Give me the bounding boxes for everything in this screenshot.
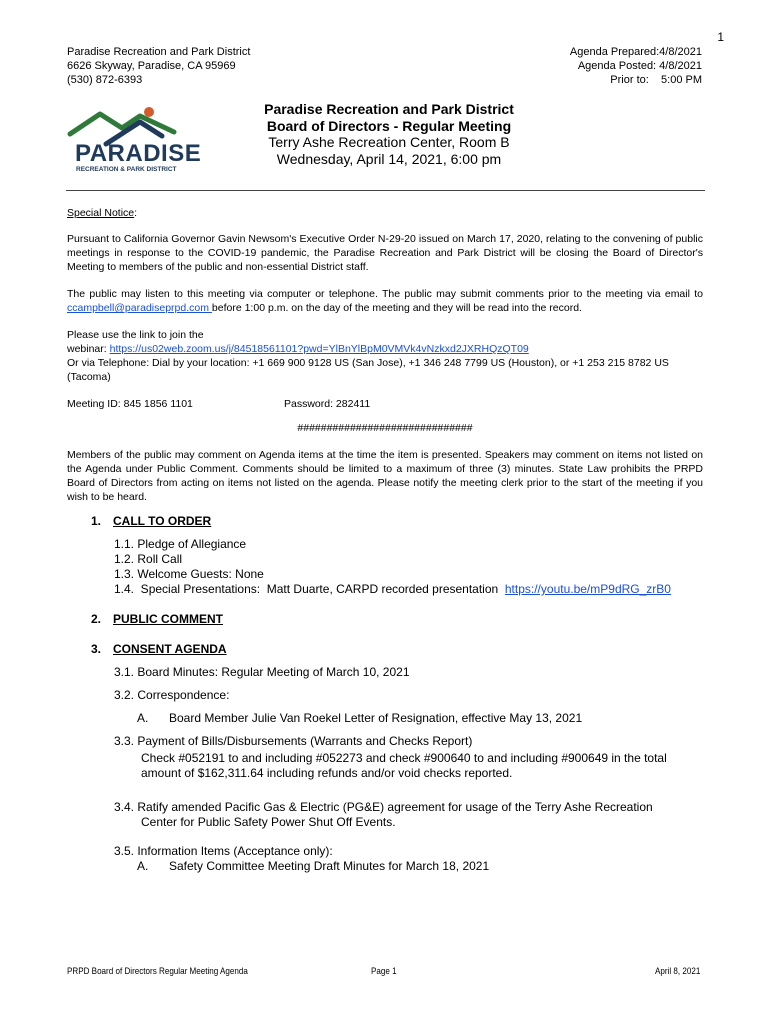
section-number: 2. — [91, 612, 102, 626]
subitem-letter: A. — [137, 859, 149, 873]
public-comment-notice: Members of the public may comment on Agenda items at the time the item is presented. Speakers may comment on items not listed on the Agenda under Public Comment. Comments should be limited to a maximum of three (3) minutes. State Law prohibits the PRPD Board of Directors from acting on items not listed on the agenda. Please notify the meeting clerk prior to the start of the meeting if you wish to be heard. — [67, 449, 703, 503]
agenda-prepared: Agenda Prepared:4/8/2021 — [569, 46, 702, 58]
special-notice-label: Special Notice — [67, 207, 135, 219]
list-item: 1.3. Welcome Guests: None — [114, 567, 264, 581]
footer-page: Page 1 — [371, 966, 397, 977]
section-title: PUBLIC COMMENT — [113, 612, 223, 626]
meeting-id: Meeting ID: 845 1856 1101 — [67, 398, 193, 410]
section-number: 3. — [91, 642, 102, 656]
district-title: Paradise Recreation and Park District — [264, 101, 514, 117]
list-item: 1.1. Pledge of Allegiance — [114, 537, 247, 551]
page-number: 1 — [717, 30, 724, 44]
section-title: CONSENT AGENDA — [113, 642, 227, 656]
section-number: 1. — [91, 514, 102, 528]
special-notice-colon: : — [134, 207, 138, 219]
meeting-type-title: Board of Directors - Regular Meeting — [266, 117, 512, 134]
list-item-payment-of-bills: 3.3. Payment of Bills/Disbursements (Warrants and Checks Report) — [114, 734, 473, 748]
telephone-info: Or via Telephone: Dial by your location: +1 669 900 9128 US (San Jose), +1 346 248 7799 US (Houston), or +1 253 215 8782 US (Tacoma) — [67, 357, 669, 383]
agenda-posted: Agenda Posted: 4/8/2021 — [577, 60, 702, 72]
zoom-link[interactable]: https://us02web.zoom.us/j/84518561101?pwd=YlBnYlBpM0VMVk4vNzkxd2JXRHQzQT09 — [109, 343, 529, 355]
footer-date: April 8, 2021 — [655, 966, 701, 977]
section-consent-agenda — [91, 642, 227, 657]
list-item: 1.2. Roll Call — [114, 552, 183, 566]
org-phone: (530) 872-6393 — [67, 74, 143, 86]
section-public-comment — [91, 612, 223, 627]
special-presentations-text: 1.4. Special Presentations: Matt Duarte, CARPD recorded presentation — [114, 582, 505, 596]
webinar-label: webinar: — [67, 343, 110, 355]
section-title: CALL TO ORDER — [113, 514, 212, 528]
notice-paragraph-1: Pursuant to California Governor Gavin Newsom's Executive Order N-29-20 issued on March 17, 2020, relating to the convening of public meetings in response to the COVID-19 pandemic, the Paradise Recreation and Park District will be closing the Board of Director's Meeting to members of the public and non-essential District staff. — [67, 233, 703, 273]
list-item-special-presentations — [114, 582, 671, 597]
correspondence-subitem — [137, 711, 582, 726]
agenda-prior-to: Prior to: 5:00 PM — [610, 74, 702, 86]
section-call-to-order — [91, 514, 211, 529]
list-item-correspondence: 3.2. Correspondence: — [114, 688, 230, 702]
org-street: 6626 Skyway, Paradise, CA 95969 — [67, 60, 236, 72]
list-item-pge-agreement: 3.4. Ratify amended Pacific Gas & Electric (PG&E) agreement for usage of the Terry Ashe Recreation — [114, 800, 653, 814]
logo-wordmark: PARADISE — [75, 140, 202, 167]
logo-subtitle: RECREATION & PARK DISTRICT — [76, 166, 177, 173]
pge-agreement-continued: Center for Public Safety Power Shut Off Events. — [141, 815, 396, 829]
payment-details: Check #052191 to and including #052273 and check #900640 to and including #900649 in the total amount of $162,311.64 including refunds and/or void checks reported. — [141, 751, 667, 780]
list-item-information-items: 3.5. Information Items (Acceptance only): — [114, 844, 333, 858]
hash-separator: ############################## — [297, 422, 473, 434]
subitem-letter: A. — [137, 711, 149, 725]
meeting-location: Terry Ashe Recreation Center, Room B — [268, 134, 510, 150]
youtube-link[interactable]: https://youtu.be/mP9dRG_zrB0 — [504, 582, 671, 596]
meeting-datetime: Wednesday, April 14, 2021, 6:00 pm — [276, 150, 502, 167]
list-item-board-minutes: 3.1. Board Minutes: Regular Meeting of March 10, 2021 — [114, 665, 410, 679]
email-link[interactable]: ccampbell@paradiseprpd.com — [67, 302, 212, 314]
information-subitem — [137, 859, 489, 874]
subitem-text: Safety Committee Meeting Draft Minutes for March 18, 2021 — [169, 859, 490, 873]
notice-p2-text-a: The public may listen to this meeting via computer or telephone. The public may submit comments prior to the meeting via email to — [67, 288, 703, 300]
join-link-intro: Please use the link to join the — [67, 329, 204, 341]
notice-p2-text-b: before 1:00 p.m. on the day of the meeting and they will be read into the record. — [211, 302, 582, 314]
footer-left: PRPD Board of Directors Regular Meeting Agenda — [67, 966, 248, 977]
subitem-text: Board Member Julie Van Roekel Letter of Resignation, effective May 13, 2021 — [169, 711, 583, 725]
meeting-password: Password: 282411 — [284, 398, 371, 410]
org-name: Paradise Recreation and Park District — [67, 46, 251, 58]
